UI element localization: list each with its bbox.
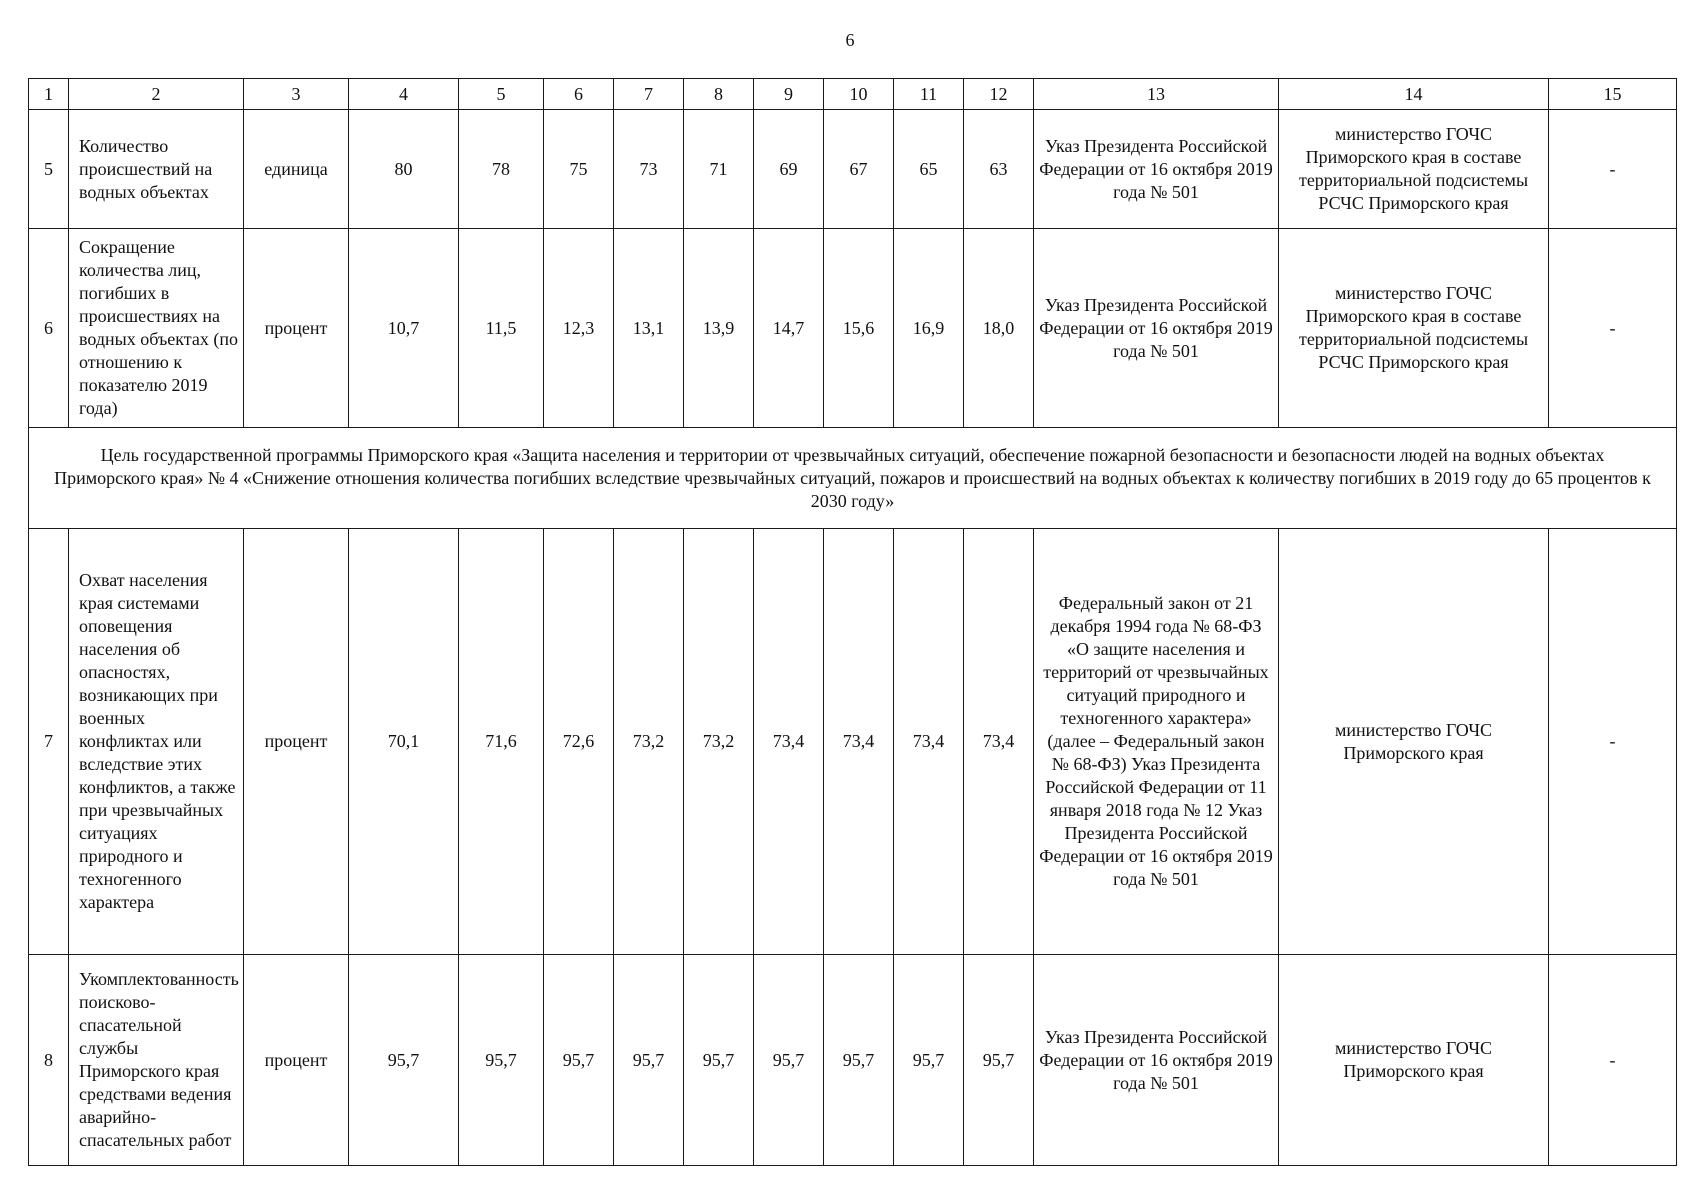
value-cell: 10,7 [349, 229, 459, 428]
indicator-name: Укомплектованность поисково-спасательной службы Приморского края средствами ведения аварийно-спасательных работ [69, 955, 244, 1166]
note: - [1549, 229, 1677, 428]
note: - [1549, 955, 1677, 1166]
value-cell: 71,6 [459, 529, 544, 955]
indicator-name: Количество происшествий на водных объектах [69, 110, 244, 229]
column-header: 7 [614, 79, 684, 110]
value-cell: 70,1 [349, 529, 459, 955]
responsible-body: министерство ГОЧС Приморского края [1279, 529, 1549, 955]
legal-basis: Федеральный закон от 21 декабря 1994 года № 68-ФЗ «О защите населения и территорий от чрезвычайных ситуаций природного и техногенного характера» (далее – Федеральный закон № 68-ФЗ) Указ Президента Российской Федерации от 11 января 2018 года № 12 Указ Президента Российской Федерации от 16 октября 2019 года № 501 [1034, 529, 1279, 955]
responsible-body: министерство ГОЧС Приморского края [1279, 955, 1549, 1166]
indicator-name: Сокращение количества лиц, погибших в происшествиях на водных объектах (по отношению к показателю 2019 года) [69, 229, 244, 428]
row-number: 5 [29, 110, 69, 229]
page-number: 6 [845, 30, 855, 50]
value-cell: 69 [754, 110, 824, 229]
value-cell: 72,6 [544, 529, 614, 955]
value-cell: 95,7 [684, 955, 754, 1166]
column-header: 3 [244, 79, 349, 110]
indicators-table [28, 78, 1677, 1166]
header-row [29, 79, 1677, 110]
goal-row [29, 428, 1677, 529]
value-cell: 16,9 [894, 229, 964, 428]
value-cell: 78 [459, 110, 544, 229]
value-cell: 95,7 [544, 955, 614, 1166]
value-cell: 67 [824, 110, 894, 229]
value-cell: 11,5 [459, 229, 544, 428]
value-cell: 14,7 [754, 229, 824, 428]
responsible-body: министерство ГОЧС Приморского края в составе территориальной подсистемы РСЧС Приморского края [1279, 110, 1549, 229]
value-cell: 12,3 [544, 229, 614, 428]
column-header: 5 [459, 79, 544, 110]
legal-basis: Указ Президента Российской Федерации от 16 октября 2019 года № 501 [1034, 229, 1279, 428]
column-header: 12 [964, 79, 1034, 110]
table-row [29, 229, 1677, 428]
column-header: 9 [754, 79, 824, 110]
legal-basis: Указ Президента Российской Федерации от 16 октября 2019 года № 501 [1034, 110, 1279, 229]
value-cell: 95,7 [459, 955, 544, 1166]
value-cell: 71 [684, 110, 754, 229]
column-header: 10 [824, 79, 894, 110]
value-cell: 15,6 [824, 229, 894, 428]
row-number: 7 [29, 529, 69, 955]
value-cell: 73,2 [614, 529, 684, 955]
program-goal: Цель государственной программы Приморского края «Защита населения и территории от чрезвычайных ситуаций, обеспечение пожарной безопасности и безопасности людей на водных объектах Приморского края» № 4 «Снижение отношения количества погибших вследствие чрезвычайных ситуаций, пожаров и происшествий на водных объектах к количеству погибших в 2019 году до 65 процентов к 2030 году» [29, 428, 1677, 529]
unit: процент [244, 229, 349, 428]
column-header: 14 [1279, 79, 1549, 110]
value-cell: 63 [964, 110, 1034, 229]
value-cell: 80 [349, 110, 459, 229]
unit: процент [244, 529, 349, 955]
column-header: 13 [1034, 79, 1279, 110]
note: - [1549, 529, 1677, 955]
unit: процент [244, 955, 349, 1166]
value-cell: 95,7 [349, 955, 459, 1166]
column-header: 4 [349, 79, 459, 110]
column-header: 15 [1549, 79, 1677, 110]
legal-basis: Указ Президента Российской Федерации от 16 октября 2019 года № 501 [1034, 955, 1279, 1166]
value-cell: 95,7 [824, 955, 894, 1166]
value-cell: 73,4 [894, 529, 964, 955]
value-cell: 13,1 [614, 229, 684, 428]
table-row [29, 955, 1677, 1166]
value-cell: 65 [894, 110, 964, 229]
value-cell: 73,4 [964, 529, 1034, 955]
row-number: 6 [29, 229, 69, 428]
value-cell: 73 [614, 110, 684, 229]
value-cell: 73,4 [824, 529, 894, 955]
column-header: 1 [29, 79, 69, 110]
unit: единица [244, 110, 349, 229]
indicator-name: Охват населения края системами оповещения населения об опасностях, возникающих при военных конфликтах или вследствие этих конфликтов, а также при чрезвычайных ситуациях природного и техногенного характера [69, 529, 244, 955]
value-cell: 95,7 [894, 955, 964, 1166]
value-cell: 73,2 [684, 529, 754, 955]
value-cell: 13,9 [684, 229, 754, 428]
table-row [29, 529, 1677, 955]
column-header: 2 [69, 79, 244, 110]
note: - [1549, 110, 1677, 229]
value-cell: 95,7 [614, 955, 684, 1166]
row-number: 8 [29, 955, 69, 1166]
value-cell: 73,4 [754, 529, 824, 955]
value-cell: 75 [544, 110, 614, 229]
responsible-body: министерство ГОЧС Приморского края в составе территориальной подсистемы РСЧС Приморского края [1279, 229, 1549, 428]
column-header: 8 [684, 79, 754, 110]
value-cell: 95,7 [754, 955, 824, 1166]
column-header: 6 [544, 79, 614, 110]
table-row [29, 110, 1677, 229]
column-header: 11 [894, 79, 964, 110]
value-cell: 18,0 [964, 229, 1034, 428]
value-cell: 95,7 [964, 955, 1034, 1166]
